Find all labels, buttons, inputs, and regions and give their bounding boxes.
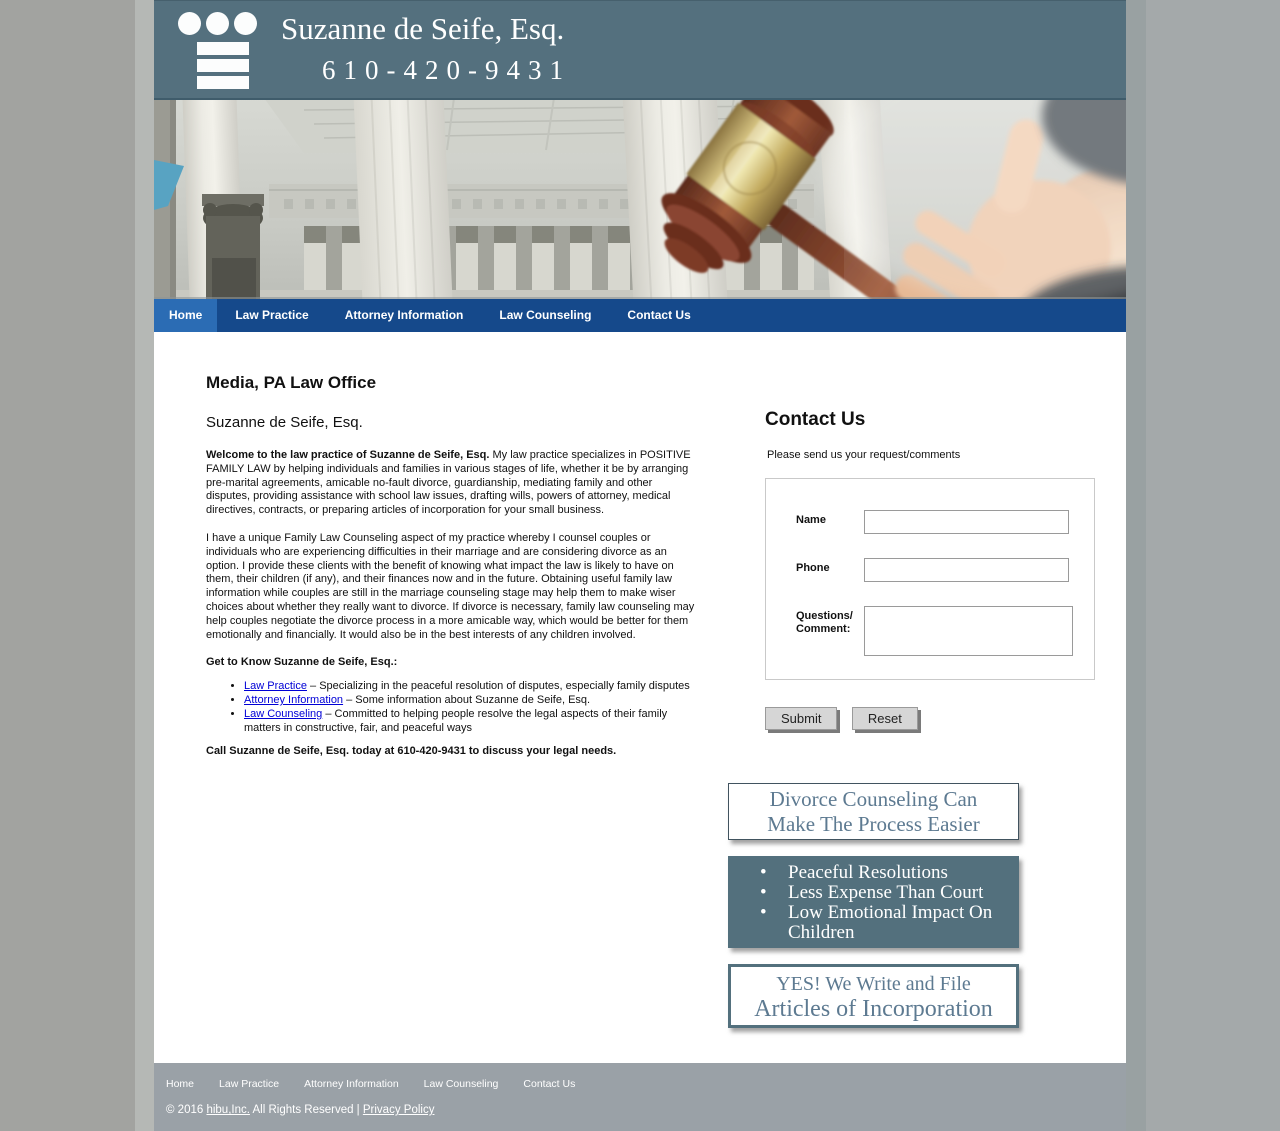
get-to-know-heading: Get to Know Suzanne de Seife, Esq.: (206, 656, 398, 669)
privacy-policy-link[interactable]: Privacy Policy (362, 1104, 435, 1116)
site-column (154, 0, 1126, 1131)
courthouse-gavel-illustration (154, 98, 1126, 299)
contact-us-heading: Contact Us (765, 409, 866, 430)
article-column (206, 373, 696, 757)
list-item (244, 694, 696, 708)
logo-bars (197, 42, 257, 89)
divorce-counseling-banner (728, 783, 1019, 840)
phone-input[interactable] (864, 558, 1069, 582)
intro-bold-lead: Welcome to the law practice of Suzanne de Seife, Esq. (206, 449, 490, 461)
masthead (154, 0, 1126, 98)
comment-row (796, 606, 1094, 656)
copyright-middle: All Rights Reserved | (249, 1104, 363, 1116)
nav-item-home[interactable]: Home (154, 299, 217, 332)
footer-link-home[interactable]: Home (166, 1078, 195, 1090)
banner-line: Articles of Incorporation (754, 996, 993, 1022)
get-to-know-list (230, 680, 696, 735)
contact-column (765, 409, 1105, 730)
law-counseling-link[interactable]: Law Counseling (244, 707, 323, 720)
name-row (796, 510, 1094, 534)
footer (154, 1063, 1126, 1131)
main-content (154, 332, 1126, 1063)
site-phone-number: 610-420-9431 (322, 55, 571, 85)
page-title: Media, PA Law Office (206, 373, 377, 392)
site-title: Suzanne de Seife, Esq. (281, 11, 565, 46)
nav-item-law-practice[interactable]: Law Practice (235, 308, 309, 322)
copyright-line (166, 1104, 1126, 1116)
submit-button[interactable]: Submit (765, 707, 837, 730)
banner-line: YES! We Write and File (776, 973, 971, 995)
footer-link-law-counseling[interactable]: Law Counseling (423, 1078, 499, 1090)
phone-label: Phone (796, 562, 830, 574)
footer-navigation (166, 1078, 1126, 1090)
hibu-link[interactable]: hibu,Inc. (206, 1104, 250, 1116)
copyright-prefix: © 2016 (166, 1104, 207, 1116)
comment-label-line2: Comment: (796, 623, 851, 635)
benefits-banner (728, 856, 1019, 948)
nav-item-law-counseling[interactable]: Law Counseling (499, 308, 592, 322)
list-item (244, 680, 696, 694)
footer-link-attorney-information[interactable]: Attorney Information (304, 1078, 399, 1090)
intro-body-text: My law practice specializes in POSITIVE FAMILY LAW by helping individuals and families in various stages of life, whether it be by arranging pre-marital agreements, amicable no-fault divorce, guardianship, mediating family and other disputes, providing assistance with school law issues, drafting wills, powers of attorney, medical directives, contracts, or preparing articles of incorporation for your small business. (206, 449, 691, 517)
call-to-action: Call Suzanne de Seife, Esq. today at 610-420-9431 to discuss your legal needs. (206, 744, 617, 757)
list-item-text: – Some information about Suzanne de Seife, Esq. (343, 694, 591, 707)
intro-paragraph (206, 449, 696, 518)
contact-form (765, 478, 1095, 680)
benefit-item: • Less Expense Than Court (760, 883, 1011, 903)
law-practice-link[interactable]: Law Practice (244, 680, 307, 693)
phone-row (796, 558, 1094, 582)
attorney-information-link[interactable]: Attorney Information (244, 694, 344, 707)
list-item (244, 708, 696, 736)
main-navigation (154, 299, 1126, 332)
footer-link-law-practice[interactable]: Law Practice (219, 1078, 280, 1090)
banner-line: Divorce Counseling Can (769, 787, 978, 811)
form-buttons (765, 707, 1105, 730)
logo-dots (178, 12, 257, 35)
footer-link-contact-us[interactable]: Contact Us (523, 1078, 576, 1090)
name-input[interactable] (864, 510, 1069, 534)
incorporation-banner (728, 964, 1019, 1028)
comment-textarea[interactable] (864, 606, 1073, 656)
list-item-text: – Committed to helping people resolve the legal aspects of their family matters in constructive, fair, and peaceful ways (244, 707, 668, 734)
column-logo-icon (178, 12, 257, 93)
nav-item-attorney-information[interactable]: Attorney Information (344, 308, 464, 322)
comment-label (796, 606, 864, 656)
nav-item-contact-us[interactable]: Contact Us (627, 308, 691, 322)
promo-banners (728, 783, 1019, 1044)
name-label: Name (796, 514, 826, 526)
comment-label-line1: Questions/ (796, 610, 853, 622)
attorney-name-subheading: Suzanne de Seife, Esq. (206, 414, 363, 431)
reset-button[interactable]: Reset (852, 707, 918, 730)
hero-image (154, 98, 1126, 299)
banner-line: Make The Process Easier (767, 812, 980, 836)
benefits-list (760, 863, 1011, 943)
counseling-paragraph: I have a unique Family Law Counseling aspect of my practice whereby I counsel couples or individuals who are experiencing difficulties in their marriage and are considering divorce as an option. I provide these clients with the benefit of knowing what impact the law is likely to have on them, their children (if any), and their finances now and in the future. Obtaining useful family law information while couples are still in the marriage counseling stage may help them to make wiser choices about whether they really want to divorce. If divorce is necessary, family law counseling may help couples negotiate the divorce process in a more amicable way, which would be better for them emotionally and financially. It would also be in the best interests of any children involved. (206, 531, 695, 641)
benefit-item: • Low Emotional Impact On Children (760, 903, 1011, 943)
list-item-text: – Specializing in the peaceful resolution of disputes, especially family disputes (306, 680, 690, 693)
benefit-item: • Peaceful Resolutions (760, 863, 1011, 883)
contact-intro-text: Please send us your request/comments (767, 449, 961, 461)
